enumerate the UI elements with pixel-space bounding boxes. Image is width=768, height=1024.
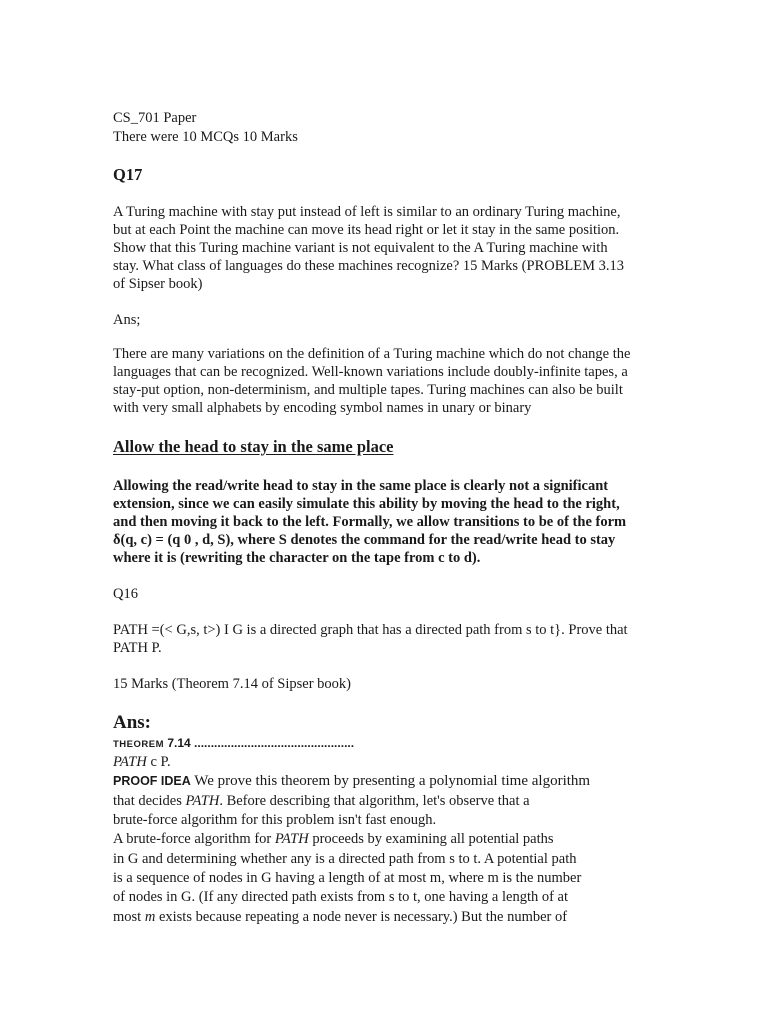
proof-line-1 — [113, 773, 590, 790]
proof-text: A brute-force algorithm for — [113, 831, 275, 847]
path-rest: c P. — [146, 754, 171, 770]
q16-heading: Q16 — [113, 586, 138, 602]
proof-text: that decides — [113, 793, 186, 809]
q17-answer-line: with very small alphabets by encoding symbol names in unary or binary — [113, 400, 532, 416]
proof-line-5: in G and determining whether any is a directed path from s to t. A potential path — [113, 851, 577, 867]
q16-marks: 15 Marks (Theorem 7.14 of Sipser book) — [113, 676, 351, 692]
theorem-line — [113, 736, 354, 750]
section-subheading: Allow the head to stay in the same place — [113, 437, 394, 456]
q17-question-line: Show that this Turing machine variant is not equivalent to the A Turing machine with — [113, 240, 608, 256]
proof-line-1-main: We prove this theorem by presenting a polynomial time algo — [190, 773, 558, 789]
paper-subtitle: There were 10 MCQs 10 Marks — [113, 129, 298, 145]
q17-question-line: of Sipser book) — [113, 276, 203, 292]
proof-line-7: of nodes in G. (If any directed path exists from s to t, one having a length of at — [113, 889, 569, 905]
proof-line-3: brute-force algorithm for this problem isn't fast enough. — [113, 812, 437, 828]
proof-italic: m — [144, 909, 156, 925]
bold-paragraph-line: where it is (rewriting the character on the tape from c to d). — [113, 550, 481, 566]
bold-paragraph-line: δ(q, c) = (q 0 , d, S), where S denotes the command for the read/write head to stay — [113, 532, 616, 548]
bold-paragraph-line: Allowing the read/write head to stay in the same place is clearly not a significant — [113, 478, 609, 494]
theorem-number: 7.14 ................................................ — [167, 736, 355, 750]
proof-text: proceeds by examining all potential paths — [308, 831, 554, 847]
q17-ans-label: Ans; — [113, 312, 141, 328]
bold-paragraph-line: extension, since we can easily simulate this ability by moving the head to the right, — [113, 496, 620, 512]
proof-italic: PATH — [185, 793, 220, 809]
q17-answer-line: languages that can be recognized. Well-known variations include doubly-infinite tapes, a — [113, 364, 628, 380]
q17-question-line: stay. What class of languages do these machines recognize? 15 Marks (PROBLEM 3.13 — [113, 258, 624, 274]
bold-paragraph-line: and then moving it back to the left. Formally, we allow transitions to be of the form — [113, 514, 627, 530]
proof-line-8 — [113, 909, 567, 926]
proof-line-6: is a sequence of nodes in G having a length of at most m, where m is the number — [113, 870, 582, 886]
q17-heading: Q17 — [113, 165, 143, 184]
proof-text: . Before describing that algorithm, let's observe that a — [219, 793, 530, 809]
path-italic: PATH — [113, 754, 147, 770]
q16-ans-heading: Ans: — [113, 712, 152, 733]
q17-question-line: but at each Point the machine can move its head right or let it stay in the same position. — [113, 222, 620, 238]
proof-line-1-tail: rithm — [557, 773, 591, 789]
q16-question-line: PATH =(< G,s, t>) I G is a directed graph that has a directed path from s to t}. Prove that — [113, 622, 628, 638]
proof-text: most — [113, 909, 145, 925]
proof-line-4 — [113, 831, 554, 848]
q17-answer-line: There are many variations on the definition of a Turing machine which do not change the — [113, 346, 631, 362]
proof-idea-label: PROOF IDEA — [113, 774, 191, 788]
q17-question-line: A Turing machine with stay put instead of left is similar to an ordinary Turing machine, — [113, 204, 621, 220]
paper-title: CS_701 Paper — [113, 110, 197, 126]
path-line — [113, 754, 171, 771]
q17-answer-line: stay-put option, non-determinism, and multiple tapes. Turing machines can also be built — [113, 382, 623, 398]
proof-line-2 — [113, 793, 530, 810]
q16-question-line: PATH P. — [113, 640, 162, 656]
proof-italic: PATH — [274, 831, 309, 847]
proof-text: exists because repeating a node never is necessary.) But the number of — [155, 909, 568, 925]
theorem-label: THEOREM — [113, 739, 164, 750]
